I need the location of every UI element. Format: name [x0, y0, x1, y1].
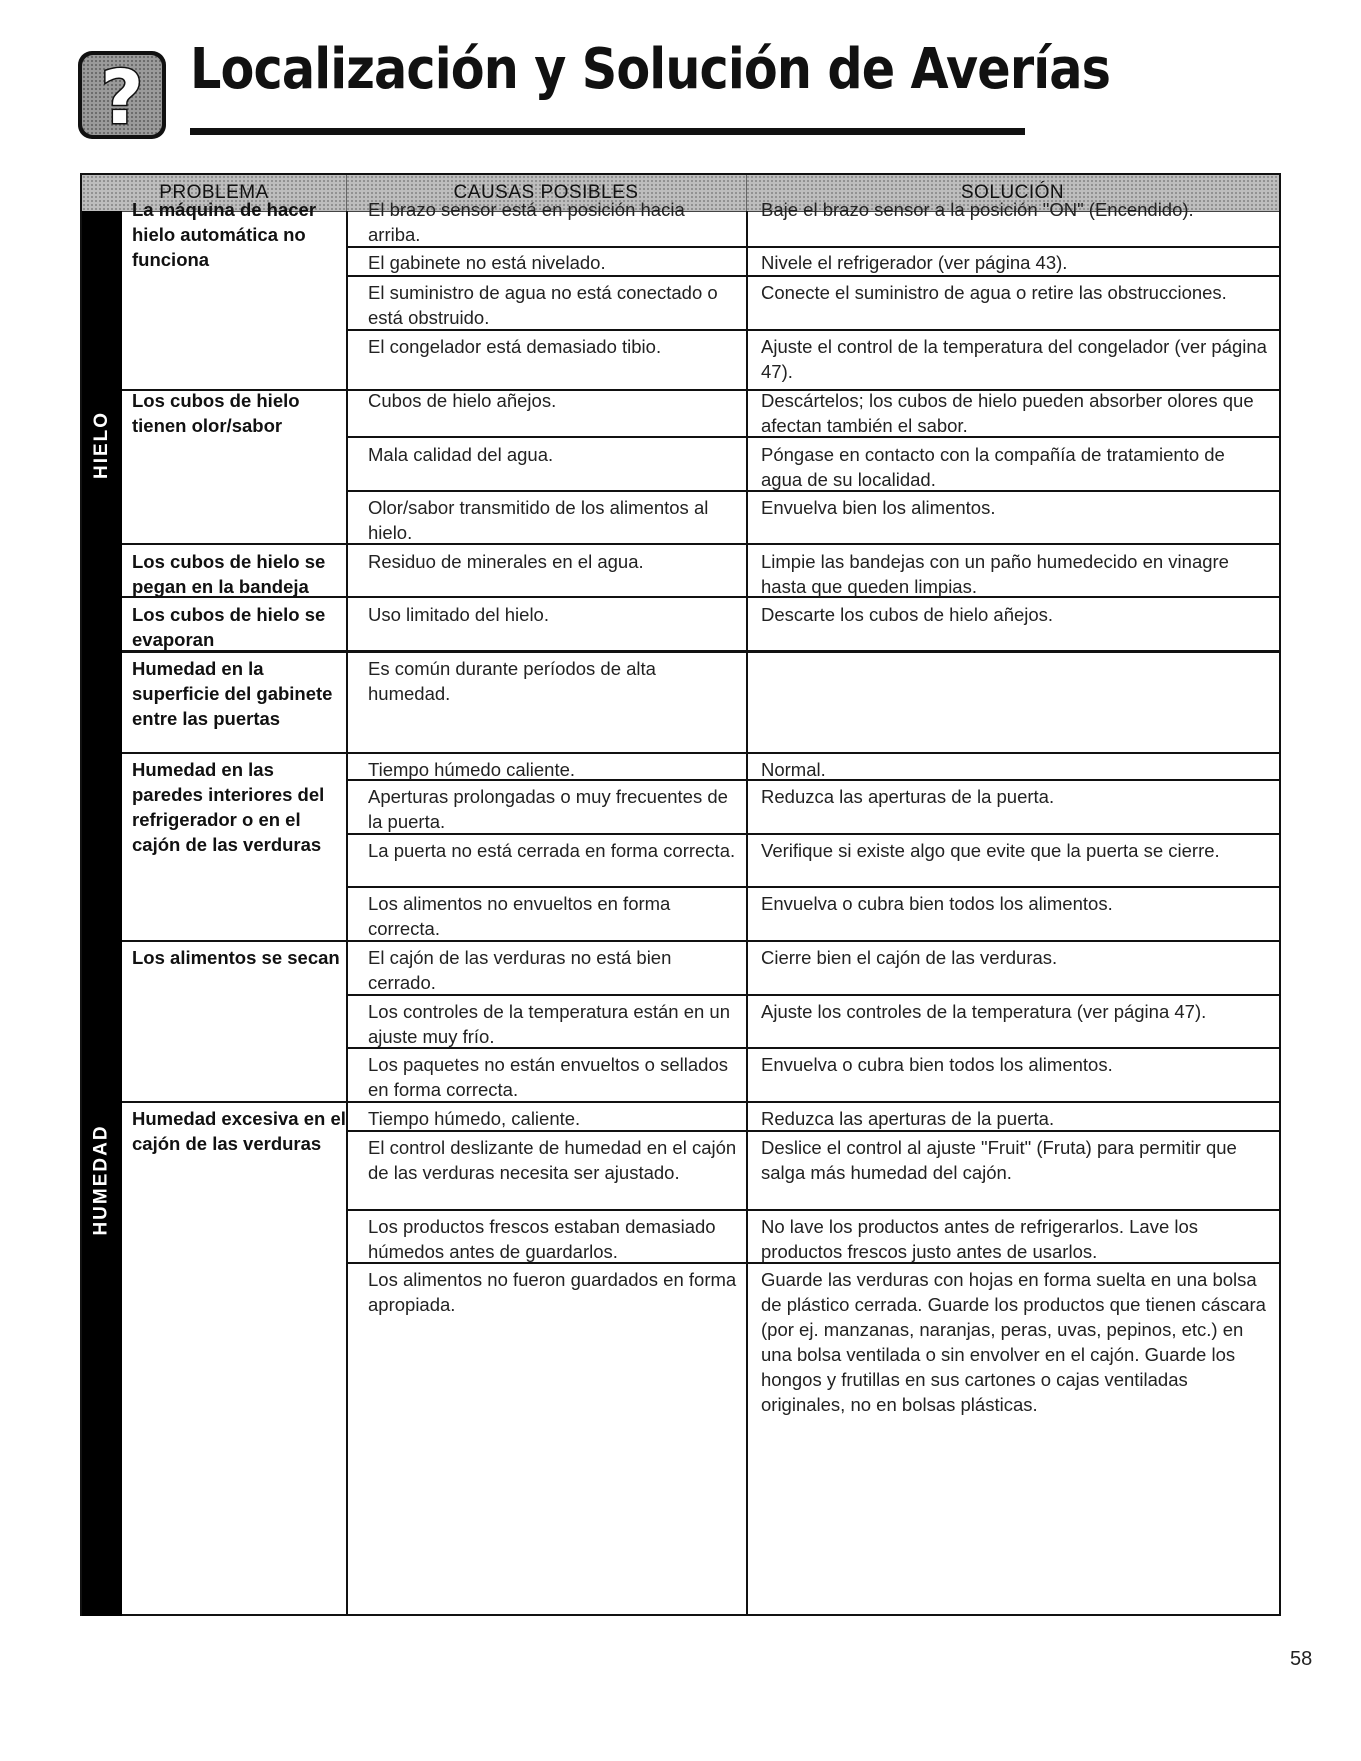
header-causes: CAUSAS POSIBLES [453, 182, 639, 203]
solution-cell: Deslice el control al ajuste "Fruit" (Fruta) para permitir que salga más humedad del cajón. [761, 1137, 1237, 1183]
problem-cell: Humedad excesiva en el cajón de las verduras [132, 1108, 346, 1154]
cause-cell: Residuo de minerales en el agua. [368, 551, 644, 572]
solution-cell: Envuelva bien los alimentos. [761, 497, 996, 518]
row-divider [346, 1209, 1279, 1211]
header-problem: PROBLEMA [159, 182, 269, 203]
cause-cell: Cubos de hielo añejos. [368, 390, 557, 411]
problem-cell: Los cubos de hielo se evaporan [132, 604, 326, 650]
section-label-humedad: HUMEDAD [91, 1124, 113, 1236]
solution-cell: Limpie las bandejas con un paño humedecido en vinagre hasta que queden limpias. [761, 551, 1229, 597]
cause-cell: El suministro de agua no está conectado o está obstruido. [368, 282, 718, 328]
cause-cell: El cajón de las verduras no está bien cerrado. [368, 947, 672, 993]
solution-cell: Baje el brazo sensor a la posición "ON" (Encendido). [761, 199, 1194, 220]
question-mark-icon [78, 51, 166, 139]
problem-cell: Los alimentos se secan [132, 947, 340, 968]
section-bar [82, 211, 122, 1616]
header-solution: SOLUCIÓN [960, 182, 1065, 203]
cause-cell: El brazo sensor está en posición hacia arriba. [368, 199, 685, 245]
problem-cell: Humedad en las paredes interiores del refrigerador o en el cajón de las verduras [132, 759, 325, 855]
solution-cell: Nivele el refrigerador (ver página 43). [761, 252, 1068, 273]
solution-cell: No lave los productos antes de refrigerarlos. Lave los productos frescos justo antes de usarlos. [761, 1216, 1199, 1262]
solution-cell: Descarte los cubos de hielo añejos. [761, 604, 1054, 625]
cause-cell: Es común durante períodos de alta humedad. [368, 658, 656, 704]
solution-cell: Cierre bien el cajón de las verduras. [761, 947, 1058, 968]
cause-cell: Los alimentos no fueron guardados en forma apropiada. [368, 1269, 737, 1315]
problem-cell: La máquina de hacer hielo automática no funciona [132, 199, 317, 270]
solution-cell: Verifique si existe algo que evite que la puerta se cierre. [761, 840, 1220, 861]
problem-cell: Los cubos de hielo se pegan en la bandeja [132, 551, 326, 597]
solution-cell: Envuelva o cubra bien todos los alimentos. [761, 1054, 1113, 1075]
column-divider [746, 211, 748, 1616]
cause-cell: Los productos frescos estaban demasiado húmedos antes de guardarlos. [368, 1216, 716, 1262]
solution-cell: Ajuste los controles de la temperatura (ver página 47). [761, 1001, 1207, 1022]
solution-cell: Póngase en contacto con la compañía de tratamiento de agua de su localidad. [761, 444, 1225, 490]
row-divider [122, 752, 1279, 754]
solution-cell: Ajuste el control de la temperatura del congelador (ver página 47). [761, 336, 1267, 382]
cause-cell: El control deslizante de humedad en el cajón de las verduras necesita ser ajustado. [368, 1137, 737, 1183]
solution-cell: Reduzca las aperturas de la puerta. [761, 786, 1055, 807]
solution-cell: Guarde las verduras con hojas en forma suelta en una bolsa de plástico cerrada. Guarde los productos que tienen cáscara (por ej. manzanas, naranjas, peras, uvas, pepinos, etc.) en una bolsa ventilada o sin envolver en el cajón. Guarde los hongos y frutillas en sus cartones o cajas ventiladas originales, no en bolsas plásticas. [761, 1269, 1266, 1415]
section-label-hielo: HIELO [91, 410, 112, 480]
problem-cell: Humedad en la superficie del gabinete entre las puertas [132, 658, 333, 729]
troubleshooting-table [80, 173, 1281, 1616]
solution-cell: Normal. [761, 759, 826, 780]
solution-cell: Envuelva o cubra bien todos los alimentos. [761, 893, 1113, 914]
row-divider [346, 275, 1279, 277]
cause-cell: Los controles de la temperatura están en un ajuste muy frío. [368, 1001, 731, 1047]
page-number: 58 [1290, 1648, 1313, 1670]
cause-cell: Tiempo húmedo caliente. [368, 759, 576, 780]
solution-cell: Descártelos; los cubos de hielo pueden absorber olores que afectan también el sabor. [761, 390, 1254, 436]
cause-cell: Tiempo húmedo, caliente. [368, 1108, 581, 1129]
solution-cell: Conecte el suministro de agua o retire las obstrucciones. [761, 282, 1227, 303]
problem-cell: Los cubos de hielo tienen olor/sabor [132, 390, 300, 436]
cause-cell: El gabinete no está nivelado. [368, 252, 606, 273]
cause-cell: Mala calidad del agua. [368, 444, 554, 465]
solution-cell: Reduzca las aperturas de la puerta. [761, 1108, 1055, 1129]
cause-cell: Aperturas prolongadas o muy frecuentes de la puerta. [368, 786, 728, 832]
cause-cell: La puerta no está cerrada en forma correcta. [368, 840, 736, 861]
page-title: Localización y Solución de Averías [190, 37, 1111, 102]
title-rule [190, 128, 1025, 135]
cause-cell: Olor/sabor transmitido de los alimentos al hielo. [368, 497, 709, 543]
svg-text:?: ? [100, 55, 144, 139]
cause-cell: Los alimentos no envueltos en forma correcta. [368, 893, 671, 939]
row-divider [346, 886, 1279, 888]
cause-cell: Los paquetes no están envueltos o sellados en forma correcta. [368, 1054, 728, 1100]
cause-cell: Uso limitado del hielo. [368, 604, 549, 625]
column-divider [346, 211, 348, 1616]
cause-cell: El congelador está demasiado tibio. [368, 336, 662, 357]
